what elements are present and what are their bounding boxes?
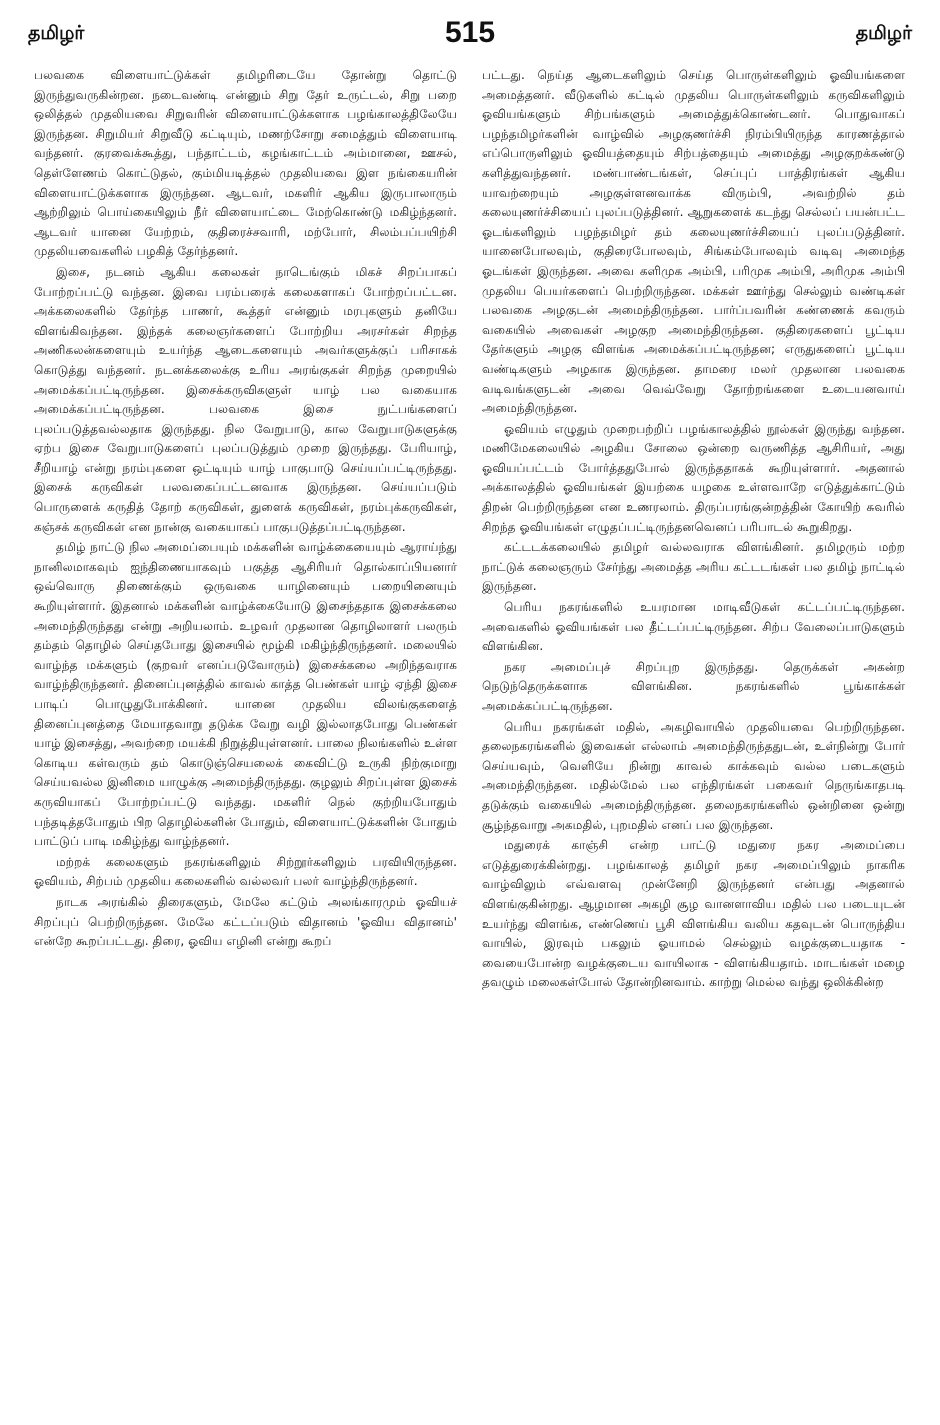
header-left-title: தமிழர் — [28, 22, 85, 44]
paragraph: மதுரைக் காஞ்சி என்ற பாட்டு மதுரை நகர அமைப்பை எடுத்துரைக்கின்றது. பழங்காலத் தமிழர் நகர அமைப்பிலும் நாகரிக வாழ்விலும் எவ்வளவு முன்னேறி இருந்தனர் என்பது அதனால் விளங்குகின்றது. ஆழமான அகழி சூழ வானளாவிய மதில் பல படையுடன் உயர்ந்து விளங்க, எண்ணெய் பூசி விளங்கிய வலிய கதவுடன் பொருந்திய வாயில், இரவும் பகலும் ஓயாமல் செல்லும் வழக்குடையதாக - வையைபோன்ற வழக்குடைய வாயிலாக - விளங்கியதாம். மாடங்கள் மழை தவழும் மலைகள்போல் தோன்றினவாம். காற்று மெல்ல வந்து ஒலிக்கின்ற — [482, 838, 905, 990]
paragraph: நாடக அரங்கில் திரைகளும், மேலே கட்டும் அலங்காரமும் ஓவியச் சிறப்புப் பெற்றிருந்தன. மேலே கட்டப்படும் விதானம் 'ஓவிய விதானம்' என்றே கூறப்பட்டது. திரை, ஓவிய எழினி என்று கூறப் — [34, 894, 457, 949]
paragraph: இசை, நடனம் ஆகிய கலைகள் நாடெங்கும் மிகச் சிறப்பாகப் போற்றப்பட்டு வந்தன. இவை பரம்பரைக் கலைகளாகப் போற்றப்பட்டன. அக்கலைகளில் தேர்ந்த பாணர், கூத்தர் என்னும் மரபுகளும் தனியே விளங்கிவந்தன. இந்தக் கலைஞர்களைப் போற்றிய அரசர்கள் சிறந்த அணிகலன்களையும் உயர்ந்த ஆடைகளையும் அவர்களுக்குப் பரிசாகக் கொடுத்து வந்தனர். நடனக்கலைக்கு உரிய அரங்குகள் சிறந்த முறையில் அமைக்கப்பட்டிருந்தன. இசைக்கருவிகளுள் யாழ் பல வகையாக அமைக்கப்பட்டிருந்தன. பலவகை இசை நுட்பங்களைப் புலப்படுத்தவல்லதாக இருந்தது. நில வேறுபாடு, கால வேறுபாடுகளுக்கு ஏற்ப இசை வேறுபாடுகளைப் புலப்படுத்தும் முறை இருந்தது. பேரியாழ், சீறியாழ் என்று நரம்புகளை ஒட்டியும் யாழ் பாகுபாடு செய்யப்பட்டிருந்தது. இசைக் கருவிகள் பலவகைப்பட்டனவாக இருந்தன. செய்யப்படும் பொருளைக் கருதித் தோற் கருவிகள், துளைக் கருவிகள், நரம்புக்கருவிகள், கஞ்சக் கருவிகள் என நான்கு வகையாகப் பாகுபடுத்தப்பட்டிருந்தன. — [34, 264, 457, 534]
header-right-title: தமிழர் — [855, 22, 912, 44]
paragraph: ஓவியம் எழுதும் முறைபற்றிப் பழங்காலத்தில் நூல்கள் இருந்து வந்தன. மணிமேகலையில் அழகிய சோலை ஒன்றை வருணித்த ஆசிரியர், அது ஓவியப்பட்டம் போர்த்ததுபோல் இருந்ததாகக் கூறியுள்ளார். அதனால் அக்காலத்தில் ஓவியங்கள் இயற்கை யழகை உள்ளவாறே எடுத்துக்காட்டும் திறன் பெற்றிருந்தன என உணரலாம். திருப்பரங்குன்றத்தின் கோயிற் சுவரில் சிறந்த ஓவியங்கள் எழுதப்பட்டிருந்தனவெனப் பரிபாடல் கூறுகிறது. — [482, 421, 905, 534]
paragraph: பெரிய நகரங்கள் மதில், அகழிவாயில் முதலியவை பெற்றிருந்தன. தலைநகரங்களில் இவைகள் எல்லாம் அமைந்திருந்ததுடன், உள்நின்று போர் செய்யவும், வெளியே நின்று காவல் காக்கவும் வல்ல படைகளும் அமைந்திருந்தன. மதில்மேல் பல எந்திரங்கள் பகைவர் நெருங்காதபடி தடுக்கும் வகையில் அமைந்திருந்தன. தலைநகரங்களில் ஒன்றினை ஒன்று சூழ்ந்தவாறு அகமதில், புறமதில் எனப் பல இருந்தன. — [482, 719, 905, 832]
paragraph: மற்றக் கலைகளும் நகரங்களிலும் சிற்றூர்களிலும் பரவியிருந்தன. ஓவியம், சிற்பம் முதலிய கலைகளில் வல்லவர் பலர் வாழ்ந்திருந்தனர். — [34, 854, 457, 889]
paragraph: பட்டது. நெய்த ஆடைகளிலும் செய்த பொருள்களிலும் ஓவியங்களை அமைத்தனர். வீடுகளில் கட்டில் முதலிய பொருள்களிலும் கருவிகளிலும் ஓவியங்களும் சிற்பங்களும் அமைத்துக்கொண்டனர். பொதுவாகப் பழந்தமிழர்களின் வாழ்வில் அழகுணர்ச்சி நிரம்பியிருந்த காரணத்தால் எப்பொருளிலும் ஓவியத்தையும் சிற்பத்தையும் அமைத்து அழகுறக்கண்டு களித்துவந்தனர். மண்பாண்டங்கள், செப்புப் பாத்திரங்கள் ஆகிய யாவற்றையும் அழகுள்ளனவாக்க விரும்பி, அவற்றில் தம் கலையுணர்ச்சியைப் புலப்படுத்தினர். ஆறுகளைக் கடந்து செல்லப் பயன்பட்ட ஓடங்களிலும் பழந்தமிழர் தம் கலையுணர்ச்சியைப் புலப்படுத்தினர். யானைபோலவும், குதிரைபோலவும், சிங்கம்போலவும் வடிவு அமைந்த ஓடங்கள் இருந்தன. அவை களிமுக அம்பி, பரிமுக அம்பி, அரிமுக அம்பி முதலிய பெயர்களைப் பெற்றிருந்தன. மக்கள் ஊர்ந்து செல்லும் வண்டிகள் பலவகை அழகுடன் அமைந்திருந்தன. பார்ப்பவரின் கண்ணைக் கவரும் வகையில் அவைகள் அழகுற அமைந்திருந்தன. குதிரைகளைப் பூட்டிய தேர்களும் அழகு விளங்க அமைக்கப்பட்டிருந்தன; எருதுகளைப் பூட்டிய வண்டிகளும் அழகாக இருந்தன. தாமரை மலர் முதலான பலவகை வடிவங்களுடன் அவை வெவ்வேறு தோற்றங்களை உடையனவாய் அமைந்திருந்தன. — [482, 68, 905, 416]
right-column — [482, 66, 905, 1411]
paragraph: பெரிய நகரங்களில் உயரமான மாடிவீடுகள் கட்டப்பட்டிருந்தன. அவைகளில் ஓவியங்கள் பல தீட்டப்பட்டிருந்தன. சிற்ப வேலைப்பாடுகளும் விளங்கின. — [482, 600, 905, 654]
paragraph: கட்டடக்கலையில் தமிழர் வல்லவராக விளங்கினர். தமிழரும் மற்ற நாட்டுக் கலைஞரும் சேர்ந்து அமைத்த அரிய கட்டடங்கள் பல தமிழ் நாட்டில் இருந்தன. — [482, 540, 905, 594]
left-column — [34, 66, 457, 1411]
paragraph: நகர அமைப்புச் சிறப்புற இருந்தது. தெருக்கள் அகன்ற நெடுந்தெருக்களாக விளங்கின. நகரங்களில் பூங்காக்கள் அமைக்கப்பட்டிருந்தன. — [482, 659, 905, 713]
page-number: 515 — [444, 16, 496, 49]
paragraph: தமிழ் நாட்டு நில அமைப்பையும் மக்களின் வாழ்க்கையையும் ஆராய்ந்து நானிலமாகவும் ஐந்திணையாகவும் பகுத்த ஆசிரியர் தொல்காப்பியனார் ஒவ்வொரு திணைக்கும் ஒருவகை யாழினையும் பறையினையும் கூறியுள்ளார். இதனால் மக்களின் வாழ்க்கையோடு இசைந்ததாக இசைக்கலை அமைந்திருந்தது என்று அறியலாம். உழவர் முதலான தொழிலாளர் பலரும் தம்தம் தொழில் செய்தபோது இசையில் மூழ்கி மகிழ்ந்திருந்தனர். மலையில் வாழ்ந்த மக்களும் (குறவர் எனப்படுவோரும்) இசைக்கலை அறிந்தவராக வாழ்ந்திருந்தனர். தினைப்புனத்தில் காவல் காத்த பெண்கள் யாழ் ஏந்தி இசை பாடிப் பொழுதுபோக்கினர். யானை முதலிய விலங்குகளைத் தினைப்புனத்தை மேயாதவாறு தடுக்க வேறு வழி இல்லாதபோது பெண்கள் யாழ் இசைத்து, அவற்றை மயக்கி நிறுத்தியுள்ளனர். பாலை நிலங்களில் உள்ள கொடிய கள்வரும் தம் கொடுஞ்செயலைக் கைவிட்டு உருகி நிற்குமாறு செய்யவல்ல இனிமை யாழுக்கு அமைந்திருந்தது. குழலும் சிறப்புள்ள இசைக் கருவியாகப் போற்றப்பட்டு வந்தது. மகளிர் நெல் குற்றியபோதும் பந்தடித்தபோதும் பிற தொழில்களின் போதும், விளையாட்டுக்களின் போதும் பாட்டுப் பாடி மகிழ்ந்து வாழ்ந்தனர். — [34, 540, 457, 849]
paragraph: பலவகை விளையாட்டுக்கள் தமிழரிடையே தோன்று தொட்டு இருந்துவருகின்றன. நடைவண்டி என்னும் சிறு தேர் உருட்டல், சிறு பறை ஒலித்தல் முதலியவை சிறுவரின் விளையாட்டுக்களாக பழங்காலத்திலேயே இருந்தன. சிறுமியர் சிறுவீடு கட்டியும், மணற்சோறு சமைத்தும் விளையாடி வந்தனர். குரவைக்கூத்து, பந்தாட்டம், கழங்காட்டம் அம்மானை, ஊசல், தெள்ளேணம் கொட்டுதல், கும்மியடித்தல் முதலியவை இள நங்கையரின் விளையாட்டுக்களாக இருந்தன. ஆடவர், மகளிர் ஆகிய இருபாலாரும் ஆற்றிலும் பொய்கையிலும் நீர் விளையாட்டை மேற்கொண்டு மகிழ்ந்தனர். ஆடவர் யானை யேற்றம், குதிரைச்சவாரி, மற்போர், சிலம்பப்பயிற்சி முதலியவைகளில் பழகித் தேர்ந்தனர். — [34, 68, 457, 259]
page-header — [28, 16, 912, 62]
